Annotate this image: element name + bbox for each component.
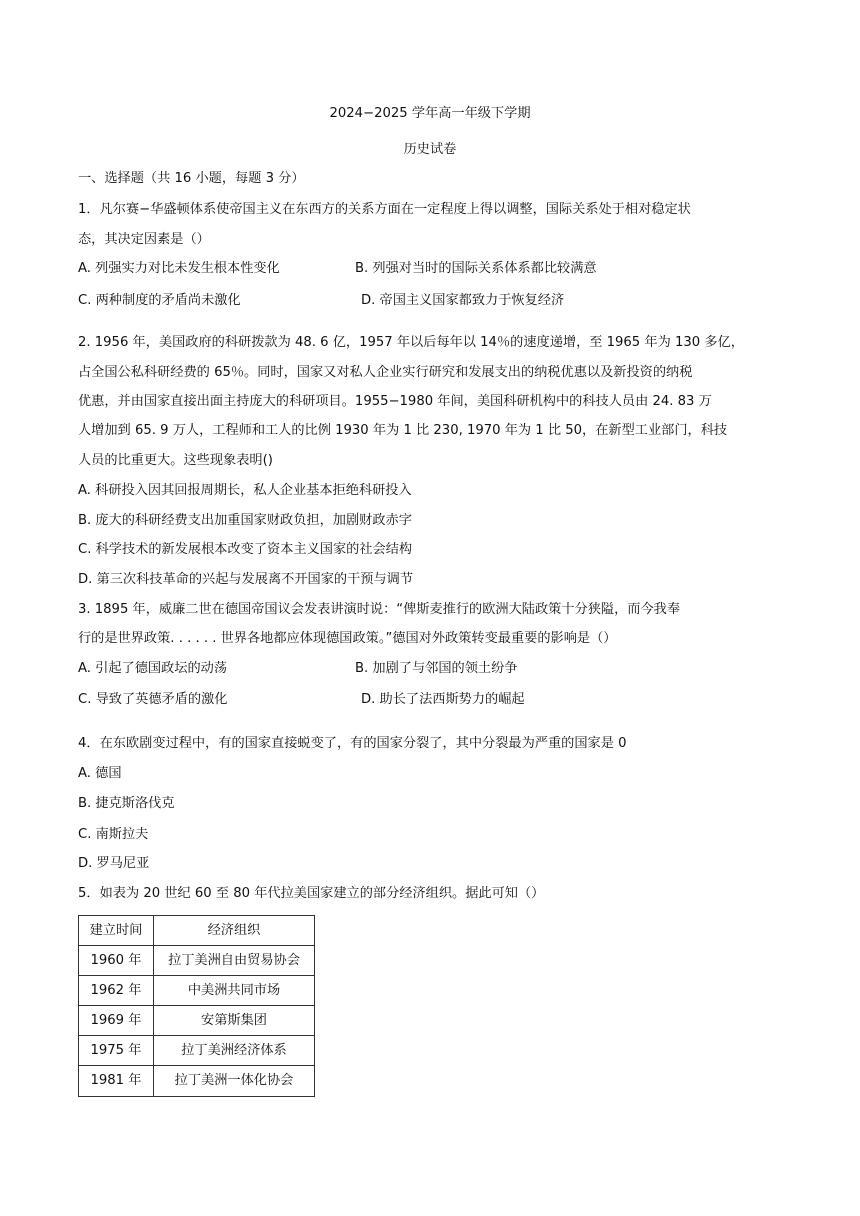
q3-option-b: B. 加剧了与邻国的领土纷争 bbox=[355, 661, 518, 676]
table-row bbox=[79, 1036, 315, 1066]
exam-subtitle: 历史试卷 bbox=[403, 142, 457, 157]
table-row bbox=[79, 946, 315, 976]
q4-stem: 4．在东欧剧变过程中，有的国家直接蜕变了，有的国家分裂了，其中分裂最为严重的国家是 0 bbox=[78, 736, 627, 751]
table-cell-organization: 拉丁美洲一体化协会 bbox=[154, 1066, 315, 1097]
q1-stem-line: 1．凡尔赛−华盛顿体系使帝国主义在东西方的关系方面在一定程度上得以调整，国际关系处于相对稳定状 bbox=[78, 202, 691, 217]
table-cell-year: 1962 年 bbox=[79, 976, 154, 1006]
table-cell-year: 1960 年 bbox=[79, 946, 154, 976]
q2-stem-line: 人员的比重更大。这些现象表明() bbox=[78, 453, 273, 468]
q1-option-c: C. 两种制度的矛盾尚未激化 bbox=[78, 293, 241, 308]
q3-option-a: A. 引起了德国政坛的动荡 bbox=[78, 661, 228, 676]
table-cell-organization: 中美洲共同市场 bbox=[154, 976, 315, 1006]
section-heading: 一、选择题（共 16 小题，每题 3 分） bbox=[78, 171, 305, 186]
table-row bbox=[79, 1066, 315, 1097]
table-row bbox=[79, 976, 315, 1006]
q3-option-c: C. 导致了英德矛盾的激化 bbox=[78, 692, 228, 707]
table-header-cell: 建立时间 bbox=[79, 916, 154, 946]
q2-stem-line: 占全国公私科研经费的 65％。同时，国家又对私人企业实行研究和发展支出的纳税优惠以及新投资的纳税 bbox=[78, 365, 693, 380]
table-cell-organization: 拉丁美洲经济体系 bbox=[154, 1036, 315, 1066]
q4-option-c: C. 南斯拉夫 bbox=[78, 827, 149, 842]
q4-option-a: A. 德国 bbox=[78, 766, 122, 781]
table-header-row bbox=[79, 916, 315, 946]
exam-title: 2024−2025 学年高一年级下学期 bbox=[329, 106, 531, 121]
q1-option-b: B. 列强对当时的国际关系体系都比较满意 bbox=[355, 261, 597, 276]
q1-stem-line: 态，其决定因素是（） bbox=[78, 232, 210, 247]
table-cell-organization: 拉丁美洲自由贸易协会 bbox=[154, 946, 315, 976]
q3-stem-line: 3. 1895 年，威廉二世在德国帝国议会发表讲演时说：“俾斯麦推行的欧洲大陆政策十分狭隘，而今我奉 bbox=[78, 602, 681, 617]
q3-option-d: D. 助长了法西斯势力的崛起 bbox=[361, 692, 525, 707]
q2-option-d: D. 第三次科技革命的兴起与发展离不开国家的干预与调节 bbox=[78, 572, 414, 587]
table-cell-year: 1981 年 bbox=[79, 1066, 154, 1097]
q4-option-b: B. 捷克斯洛伐克 bbox=[78, 796, 175, 811]
q2-stem-line: 优惠，并由国家直接出面主持庞大的科研项目。1955−1980 年间，美国科研机构中的科技人员由 24. 83 万 bbox=[78, 394, 712, 409]
q4-option-d: D. 罗马尼亚 bbox=[78, 856, 150, 871]
q1-option-a: A. 列强实力对比未发生根本性变化 bbox=[78, 261, 280, 276]
q5-stem: 5．如表为 20 世纪 60 至 80 年代拉美国家建立的部分经济组织。据此可知（） bbox=[78, 886, 545, 901]
table-cell-year: 1975 年 bbox=[79, 1036, 154, 1066]
q2-stem-line: 人增加到 65. 9 万人，工程师和工人的比例 1930 年为 1 比 230, 1970 年为 1 比 50，在新型工业部门，科技 bbox=[78, 423, 728, 438]
q2-option-b: B. 庞大的科研经费支出加重国家财政负担，加剧财政赤字 bbox=[78, 513, 412, 528]
table-row bbox=[79, 1006, 315, 1036]
table-cell-year: 1969 年 bbox=[79, 1006, 154, 1036]
q2-stem-line: 2. 1956 年，美国政府的科研拨款为 48. 6 亿，1957 年以后每年以 14％的速度递增，至 1965 年为 130 多亿， bbox=[78, 335, 744, 350]
q3-stem-line: 行的是世界政策. . . . . . 世界各地都应体现德国政策。”德国对外政策转变最重要的影响是（） bbox=[78, 631, 617, 646]
q2-option-c: C. 科学技术的新发展根本改变了资本主义国家的社会结构 bbox=[78, 542, 413, 557]
table-cell-organization: 安第斯集团 bbox=[154, 1006, 315, 1036]
q2-option-a: A. 科研投入因其回报周期长，私人企业基本拒绝科研投入 bbox=[78, 483, 412, 498]
table-header-cell: 经济组织 bbox=[154, 916, 315, 946]
economic-organizations-table bbox=[78, 915, 315, 1097]
q1-option-d: D. 帝国主义国家都致力于恢复经济 bbox=[361, 293, 565, 308]
